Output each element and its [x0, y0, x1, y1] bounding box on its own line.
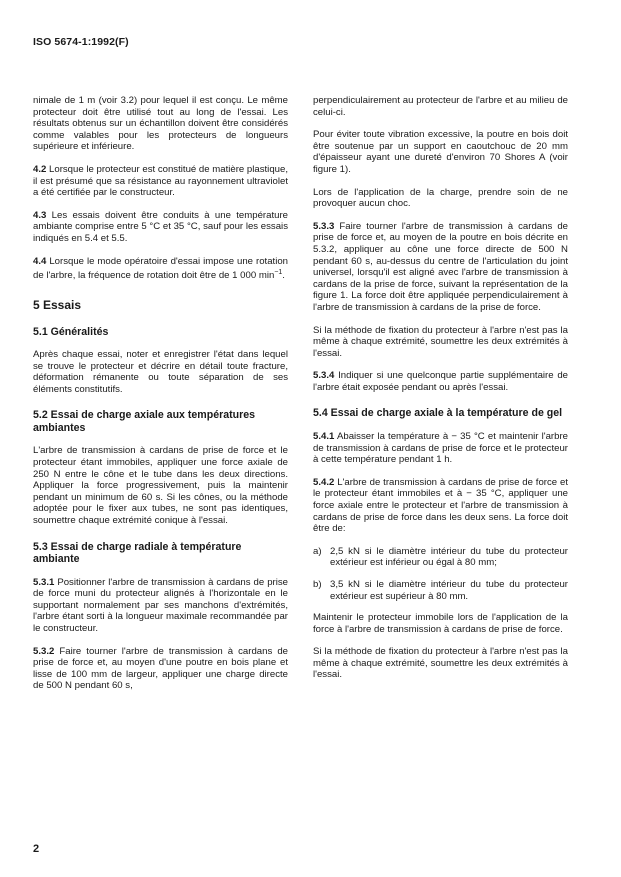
section-5-3-heading: 5.3 Essai de charge radiale à température ambiante [33, 540, 242, 566]
list-item-b [313, 579, 568, 602]
clause-number: 5.3.1 [33, 576, 55, 588]
load-note-paragraph: Lors de l'application de la charge, prendre soin de ne provoquer aucun choc. [313, 186, 568, 210]
vibration-paragraph: Pour éviter toute vibration excessive, la poutre en bois doit être soutenue par un support en caoutchouc de 20 mm d'épaisseur ayant une dureté d'environ 70 Shores A (voir figure 1). [313, 129, 568, 175]
section-5-2-text: L'arbre de transmission à cardans de prise de force et le protecteur étant immobiles, appliquer une force axiale de 250 N entre le cône et le tube dans les deux directions. Appliquer la force progressivement, puis la maintenir pendant un minimum de 60 s. Si les cônes, ou la méthode adoptée pour le fixer aux tubes, ne sont pas identiques, soumettre chaque extrémité conique à l'essai. [33, 445, 288, 526]
clause-5-4-1 [313, 431, 568, 466]
clause-number: 5.3.2 [33, 645, 55, 657]
section-5-1-text: Après chaque essai, noter et enregistrer l'état dans lequel se trouve le protecteur et décrire en détail toute fracture, déformation rémanente ou toute séparation de ses éléments constitutifs. [33, 349, 288, 395]
clause-5-3-2 [33, 646, 288, 692]
clause-4-2 [33, 164, 288, 199]
clause-5-3-3 [313, 221, 568, 314]
clause-text: Les essais doivent être conduits à une température ambiante comprise entre 5 °C et 35 °C, sauf pour les essais indiqués en 5.4 et 5.5. [33, 209, 288, 244]
list-text: 3,5 kN si le diamètre intérieur du tube du protecteur extérieur est supérieur à 80 mm. [330, 578, 568, 602]
clause-number: 4.3 [33, 209, 47, 221]
clause-text: Lorsque le protecteur est constitué de matière plastique, il est présumé que sa résistance au rayonnement ultraviolet a été certifiée par le constructeur. [33, 163, 288, 199]
page-number: 2 [33, 843, 40, 855]
intro-paragraph: nimale de 1 m (voir 3.2) pour lequel il est conçu. Le même protecteur doit être utilisé tout au long de l'essai. Les résultats obtenus sur un échantillon doivent être considérés comme valables pour les protecteurs de longueurs supérieure et inférieure. [33, 95, 288, 153]
list-item-a [313, 546, 568, 569]
right-column [313, 95, 568, 692]
clause-5-4-2 [313, 477, 568, 535]
clause-text: Faire tourner l'arbre de transmission à cardans de prise de force et, au moyen de la poutre en bois décrite en 5.3.2, appliquer au cône une force directe de 500 N pendant 60 s, au-dessus du centre de l'articulation du joint universel, lorsqu'il est aligné avec l'arbre de transmission à cardans de la prise de force, suivant la représentation de la figure 1. La force doit être appliquée perpendiculairement à l'arbre de transmission à cardans de la prise de force. [313, 220, 568, 313]
clause-end: . [282, 270, 285, 282]
clause-5-3-1 [33, 577, 288, 635]
left-column [33, 95, 288, 703]
clause-text: Positionner l'arbre de transmission à cardans de prise de force muni du protecteur alignés à l'horizontale en le supportant normalement par ses manchons d'extrémités, l'arbre étant sorti à la longueur maximale recommandée par le constructeur. [33, 576, 288, 634]
clause-text: Indiquer si une quelconque partie supplémentaire de l'arbre était exposée pendant ou après l'essai. [313, 370, 568, 393]
clause-text: Abaisser la température à − 35 °C et maintenir l'arbre de transmission à cardans de prise de force et le protecteur à cette température pendant 1 h. [313, 430, 568, 466]
clause-4-4 [33, 256, 288, 282]
fixation-paragraph: Si la méthode de fixation du protecteur à l'arbre n'est pas la même à chaque extrémité, soumettre les deux extrémités à l'essai. [313, 324, 568, 359]
clause-text: L'arbre de transmission à cardans de prise de force et le protecteur étant immobiles et à − 35 °C, appliquer une force axiale entre le protecteur et l'arbre de transmission à cardans de prise de force dans les deux sens. La force doit être de: [313, 476, 568, 535]
section-5-heading: 5 Essais [33, 297, 82, 312]
clause-number: 5.4.2 [313, 476, 335, 488]
clause-number: 5.3.4 [313, 370, 335, 382]
document-header: ISO 5674-1:1992(F) [33, 36, 129, 48]
clause-text: Faire tourner l'arbre de transmission à cardans de prise de force et, au moyen d'une poutre en bois plane et lisse de 100 mm de largeur, appliquer une charge directe de 500 N pendant 60 s, [33, 645, 288, 692]
clause-number: 4.4 [33, 255, 47, 267]
clause-number: 5.4.1 [313, 430, 335, 442]
list-label: b) [313, 578, 322, 590]
list-label: a) [313, 545, 322, 557]
clause-text: Lorsque le mode opératoire d'essai impose une rotation de l'arbre, la fréquence de rotation doit être de 1 000 min [33, 255, 288, 282]
continuation-paragraph: perpendiculairement au protecteur de l'arbre et au milieu de celui-ci. [313, 95, 568, 118]
clause-number: 5.3.3 [313, 220, 335, 232]
section-5-1-heading: 5.1 Généralités [33, 325, 109, 338]
section-5-2-heading: 5.2 Essai de charge axiale aux températures ambiantes [33, 409, 256, 434]
clause-5-3-4 [313, 370, 568, 393]
clause-number: 4.2 [33, 163, 47, 175]
exponent: −1 [274, 269, 283, 277]
section-5-4-heading: 5.4 Essai de charge axiale à la température de gel [313, 407, 563, 420]
clause-4-3 [33, 210, 288, 245]
list-text: 2,5 kN si le diamètre intérieur du tube du protecteur extérieur est inférieur ou égal à 80 mm; [330, 545, 568, 569]
maintain-paragraph: Maintenir le protecteur immobile lors de l'application de la force à l'arbre de transmission à cardans de prise de force. [313, 612, 568, 635]
fixation-paragraph-2: Si la méthode de fixation du protecteur à l'arbre n'est pas la même à chaque extrémité, soumettre les deux extrémités à l'essai. [313, 646, 568, 681]
